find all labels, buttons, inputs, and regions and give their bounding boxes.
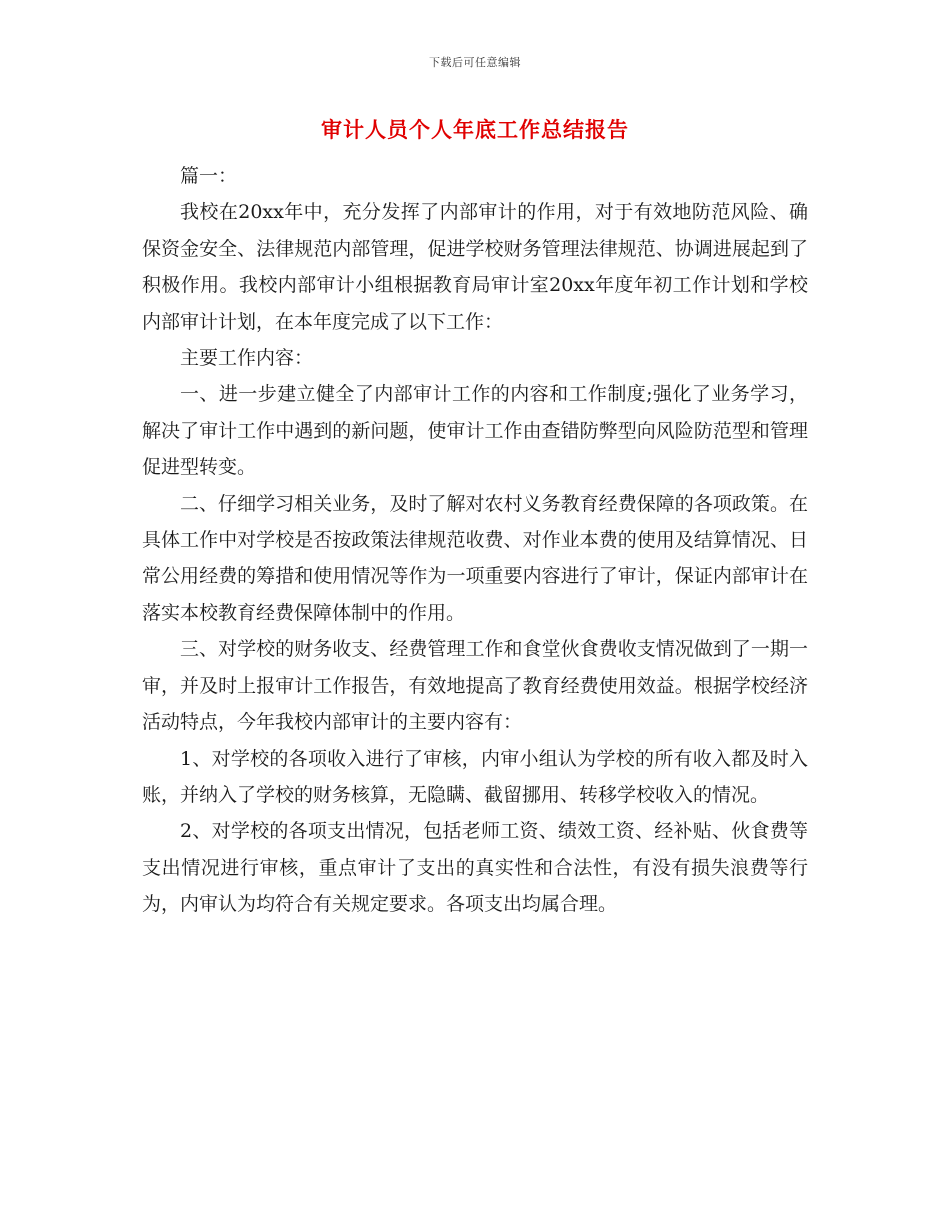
paragraph-item-2: 二、仔细学习相关业务，及时了解对农村义务教育经费保障的各项政策。在具体工作中对学校是否按政策法律规范收费、对作业本费的使用及结算情况、日常公用经费的筹措和使用情况等作为一项重要内容进行了审计，保证内部审计在落实本校教育经费保障体制中的作用。 — [142, 492, 808, 624]
paragraph-subitem-2: 2、对学校的各项支出情况，包括老师工资、绩效工资、经补贴、伙食费等支出情况进行审核，重点审计了支出的真实性和合法性，有没有损失浪费等行为，内审认为均符合有关规定要求。各项支出均属合理。 — [142, 820, 808, 916]
section-label-pian-yi: 篇一： — [180, 165, 238, 187]
paragraph-item-1: 一、进一步建立健全了内部审计工作的内容和工作制度;强化了业务学习，解决了审计工作中遇到的新问题，使审计工作由查错防弊型向风险防范型和管理促进型转变。 — [142, 383, 808, 479]
header-note: 下载后可任意编辑 — [429, 56, 521, 69]
document-title: 审计人员个人年底工作总结报告 — [321, 117, 629, 142]
main-content-heading: 主要工作内容： — [180, 347, 314, 370]
paragraph-intro: 我校在20xx年中，充分发挥了内部审计的作用，对于有效地防范风险、确保资金安全、法律规范内部管理，促进学校财务管理法律规范、协调进展起到了积极作用。我校内部审计小组根据教育局审计室20xx年度年初工作计划和学校内部审计计划，在本年度完成了以下工作： — [142, 201, 808, 333]
paragraph-item-3: 三、对学校的财务收支、经费管理工作和食堂伙食费收支情况做到了一期一审，并及时上报审计工作报告，有效地提高了教育经费使用效益。根据学校经济活动特点，今年我校内部审计的主要内容有： — [142, 638, 808, 734]
document-body — [142, 158, 808, 923]
paragraph-subitem-1: 1、对学校的各项收入进行了审核，内审小组认为学校的所有收入都及时入账，并纳入了学校的财务核算，无隐瞒、截留挪用、转移学校收入的情况。 — [142, 747, 808, 806]
